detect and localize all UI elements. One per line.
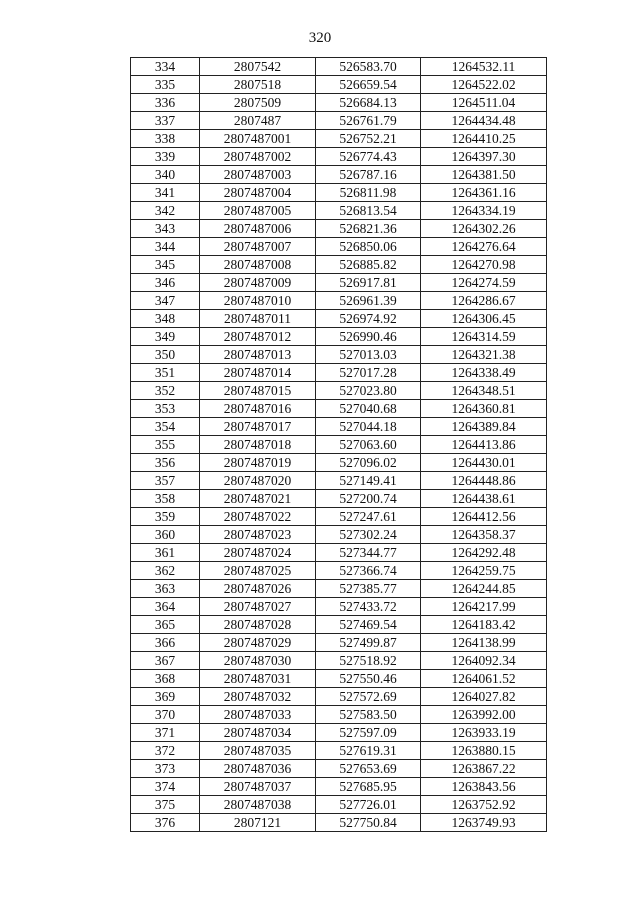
point-code-cell: 2807487027 [200, 598, 316, 616]
x-coordinate-cell: 526752.21 [316, 130, 421, 148]
x-coordinate-cell: 527726.01 [316, 796, 421, 814]
table-row [131, 76, 547, 94]
table-row [131, 454, 547, 472]
point-number-cell: 344 [131, 238, 200, 256]
table-row [131, 616, 547, 634]
x-coordinate-cell: 527597.09 [316, 724, 421, 742]
point-number-cell: 349 [131, 328, 200, 346]
table-row [131, 166, 547, 184]
table-row [131, 274, 547, 292]
table-row [131, 400, 547, 418]
point-code-cell: 2807487013 [200, 346, 316, 364]
coordinates-table [130, 57, 547, 832]
x-coordinate-cell: 527653.69 [316, 760, 421, 778]
y-coordinate-cell: 1263867.22 [421, 760, 547, 778]
y-coordinate-cell: 1264358.37 [421, 526, 547, 544]
y-coordinate-cell: 1264412.56 [421, 508, 547, 526]
y-coordinate-cell: 1264430.01 [421, 454, 547, 472]
y-coordinate-cell: 1263933.19 [421, 724, 547, 742]
point-number-cell: 361 [131, 544, 200, 562]
y-coordinate-cell: 1264522.02 [421, 76, 547, 94]
point-code-cell: 2807487032 [200, 688, 316, 706]
table-row [131, 346, 547, 364]
y-coordinate-cell: 1264434.48 [421, 112, 547, 130]
point-code-cell: 2807487037 [200, 778, 316, 796]
x-coordinate-cell: 526885.82 [316, 256, 421, 274]
table-row [131, 490, 547, 508]
x-coordinate-cell: 527572.69 [316, 688, 421, 706]
y-coordinate-cell: 1263992.00 [421, 706, 547, 724]
point-code-cell: 2807487038 [200, 796, 316, 814]
table-row [131, 526, 547, 544]
point-number-cell: 341 [131, 184, 200, 202]
table-row [131, 112, 547, 130]
point-number-cell: 350 [131, 346, 200, 364]
table-row [131, 724, 547, 742]
table-row [131, 580, 547, 598]
point-code-cell: 2807487035 [200, 742, 316, 760]
point-code-cell: 2807542 [200, 58, 316, 76]
point-number-cell: 334 [131, 58, 200, 76]
point-number-cell: 340 [131, 166, 200, 184]
x-coordinate-cell: 526787.16 [316, 166, 421, 184]
x-coordinate-cell: 527550.46 [316, 670, 421, 688]
y-coordinate-cell: 1264334.19 [421, 202, 547, 220]
table-row [131, 814, 547, 832]
x-coordinate-cell: 527685.95 [316, 778, 421, 796]
y-coordinate-cell: 1264286.67 [421, 292, 547, 310]
y-coordinate-cell: 1264532.11 [421, 58, 547, 76]
y-coordinate-cell: 1264389.84 [421, 418, 547, 436]
point-code-cell: 2807487007 [200, 238, 316, 256]
x-coordinate-cell: 526917.81 [316, 274, 421, 292]
point-number-cell: 352 [131, 382, 200, 400]
x-coordinate-cell: 527044.18 [316, 418, 421, 436]
y-coordinate-cell: 1264338.49 [421, 364, 547, 382]
point-code-cell: 2807487010 [200, 292, 316, 310]
y-coordinate-cell: 1264348.51 [421, 382, 547, 400]
point-code-cell: 2807487034 [200, 724, 316, 742]
point-code-cell: 2807487014 [200, 364, 316, 382]
point-code-cell: 2807487017 [200, 418, 316, 436]
table-row [131, 292, 547, 310]
point-number-cell: 372 [131, 742, 200, 760]
y-coordinate-cell: 1264274.59 [421, 274, 547, 292]
x-coordinate-cell: 527023.80 [316, 382, 421, 400]
x-coordinate-cell: 527385.77 [316, 580, 421, 598]
table-row [131, 472, 547, 490]
x-coordinate-cell: 527302.24 [316, 526, 421, 544]
y-coordinate-cell: 1264183.42 [421, 616, 547, 634]
point-number-cell: 342 [131, 202, 200, 220]
point-number-cell: 364 [131, 598, 200, 616]
point-number-cell: 369 [131, 688, 200, 706]
table-row [131, 418, 547, 436]
y-coordinate-cell: 1264413.86 [421, 436, 547, 454]
y-coordinate-cell: 1264448.86 [421, 472, 547, 490]
table-row [131, 238, 547, 256]
point-number-cell: 370 [131, 706, 200, 724]
point-code-cell: 2807509 [200, 94, 316, 112]
table-row [131, 310, 547, 328]
table-row [131, 328, 547, 346]
point-code-cell: 2807487012 [200, 328, 316, 346]
x-coordinate-cell: 526761.79 [316, 112, 421, 130]
y-coordinate-cell: 1264314.59 [421, 328, 547, 346]
y-coordinate-cell: 1263749.93 [421, 814, 547, 832]
x-coordinate-cell: 527750.84 [316, 814, 421, 832]
table-row [131, 778, 547, 796]
point-number-cell: 374 [131, 778, 200, 796]
table-row [131, 634, 547, 652]
point-code-cell: 2807487021 [200, 490, 316, 508]
point-code-cell: 2807487004 [200, 184, 316, 202]
y-coordinate-cell: 1264361.16 [421, 184, 547, 202]
table-row [131, 382, 547, 400]
x-coordinate-cell: 526583.70 [316, 58, 421, 76]
point-code-cell: 2807487022 [200, 508, 316, 526]
y-coordinate-cell: 1263843.56 [421, 778, 547, 796]
table-row [131, 220, 547, 238]
table-row [131, 706, 547, 724]
point-number-cell: 359 [131, 508, 200, 526]
point-number-cell: 355 [131, 436, 200, 454]
x-coordinate-cell: 526821.36 [316, 220, 421, 238]
point-number-cell: 356 [131, 454, 200, 472]
point-number-cell: 368 [131, 670, 200, 688]
point-code-cell: 2807487033 [200, 706, 316, 724]
point-number-cell: 360 [131, 526, 200, 544]
point-number-cell: 375 [131, 796, 200, 814]
x-coordinate-cell: 527619.31 [316, 742, 421, 760]
point-code-cell: 2807487006 [200, 220, 316, 238]
point-number-cell: 366 [131, 634, 200, 652]
y-coordinate-cell: 1264138.99 [421, 634, 547, 652]
x-coordinate-cell: 526813.54 [316, 202, 421, 220]
table-row [131, 760, 547, 778]
point-number-cell: 347 [131, 292, 200, 310]
y-coordinate-cell: 1264092.34 [421, 652, 547, 670]
table-row [131, 364, 547, 382]
y-coordinate-cell: 1264306.45 [421, 310, 547, 328]
point-code-cell: 2807487029 [200, 634, 316, 652]
table-row [131, 670, 547, 688]
coordinates-table-body [131, 58, 547, 832]
y-coordinate-cell: 1264302.26 [421, 220, 547, 238]
y-coordinate-cell: 1264397.30 [421, 148, 547, 166]
x-coordinate-cell: 526990.46 [316, 328, 421, 346]
point-number-cell: 373 [131, 760, 200, 778]
x-coordinate-cell: 527096.02 [316, 454, 421, 472]
x-coordinate-cell: 527200.74 [316, 490, 421, 508]
table-row [131, 202, 547, 220]
y-coordinate-cell: 1264244.85 [421, 580, 547, 598]
point-number-cell: 358 [131, 490, 200, 508]
y-coordinate-cell: 1264410.25 [421, 130, 547, 148]
point-number-cell: 337 [131, 112, 200, 130]
y-coordinate-cell: 1264511.04 [421, 94, 547, 112]
table-row [131, 184, 547, 202]
point-code-cell: 2807487020 [200, 472, 316, 490]
y-coordinate-cell: 1264217.99 [421, 598, 547, 616]
table-row [131, 508, 547, 526]
point-code-cell: 2807487023 [200, 526, 316, 544]
point-code-cell: 2807487030 [200, 652, 316, 670]
x-coordinate-cell: 526659.54 [316, 76, 421, 94]
table-row [131, 58, 547, 76]
x-coordinate-cell: 527017.28 [316, 364, 421, 382]
point-code-cell: 2807487036 [200, 760, 316, 778]
point-number-cell: 353 [131, 400, 200, 418]
table-row [131, 256, 547, 274]
x-coordinate-cell: 526684.13 [316, 94, 421, 112]
point-number-cell: 376 [131, 814, 200, 832]
point-code-cell: 2807487031 [200, 670, 316, 688]
x-coordinate-cell: 527247.61 [316, 508, 421, 526]
point-code-cell: 2807487008 [200, 256, 316, 274]
point-number-cell: 351 [131, 364, 200, 382]
point-code-cell: 2807487025 [200, 562, 316, 580]
x-coordinate-cell: 526974.92 [316, 310, 421, 328]
table-row [131, 652, 547, 670]
x-coordinate-cell: 527344.77 [316, 544, 421, 562]
y-coordinate-cell: 1264381.50 [421, 166, 547, 184]
x-coordinate-cell: 527583.50 [316, 706, 421, 724]
y-coordinate-cell: 1264270.98 [421, 256, 547, 274]
x-coordinate-cell: 527013.03 [316, 346, 421, 364]
x-coordinate-cell: 526811.98 [316, 184, 421, 202]
x-coordinate-cell: 527433.72 [316, 598, 421, 616]
x-coordinate-cell: 527040.68 [316, 400, 421, 418]
table-row [131, 562, 547, 580]
x-coordinate-cell: 527499.87 [316, 634, 421, 652]
table-row [131, 742, 547, 760]
y-coordinate-cell: 1264027.82 [421, 688, 547, 706]
x-coordinate-cell: 527063.60 [316, 436, 421, 454]
table-row [131, 688, 547, 706]
y-coordinate-cell: 1263880.15 [421, 742, 547, 760]
x-coordinate-cell: 527366.74 [316, 562, 421, 580]
x-coordinate-cell: 527518.92 [316, 652, 421, 670]
point-number-cell: 345 [131, 256, 200, 274]
point-number-cell: 367 [131, 652, 200, 670]
point-code-cell: 2807487 [200, 112, 316, 130]
point-number-cell: 362 [131, 562, 200, 580]
point-number-cell: 336 [131, 94, 200, 112]
point-number-cell: 365 [131, 616, 200, 634]
table-row [131, 94, 547, 112]
x-coordinate-cell: 527469.54 [316, 616, 421, 634]
y-coordinate-cell: 1264360.81 [421, 400, 547, 418]
table-row [131, 130, 547, 148]
x-coordinate-cell: 526774.43 [316, 148, 421, 166]
page-number: 320 [308, 30, 332, 46]
table-row [131, 796, 547, 814]
point-code-cell: 2807487018 [200, 436, 316, 454]
table-row [131, 436, 547, 454]
point-code-cell: 2807487003 [200, 166, 316, 184]
x-coordinate-cell: 527149.41 [316, 472, 421, 490]
y-coordinate-cell: 1264292.48 [421, 544, 547, 562]
y-coordinate-cell: 1263752.92 [421, 796, 547, 814]
x-coordinate-cell: 526961.39 [316, 292, 421, 310]
point-number-cell: 335 [131, 76, 200, 94]
y-coordinate-cell: 1264321.38 [421, 346, 547, 364]
point-code-cell: 2807487024 [200, 544, 316, 562]
y-coordinate-cell: 1264438.61 [421, 490, 547, 508]
point-number-cell: 339 [131, 148, 200, 166]
point-code-cell: 2807487011 [200, 310, 316, 328]
point-code-cell: 2807487019 [200, 454, 316, 472]
point-number-cell: 338 [131, 130, 200, 148]
point-code-cell: 2807487016 [200, 400, 316, 418]
point-number-cell: 346 [131, 274, 200, 292]
point-number-cell: 343 [131, 220, 200, 238]
point-code-cell: 2807487001 [200, 130, 316, 148]
point-number-cell: 357 [131, 472, 200, 490]
table-row [131, 598, 547, 616]
point-code-cell: 2807487005 [200, 202, 316, 220]
point-code-cell: 2807487028 [200, 616, 316, 634]
point-number-cell: 348 [131, 310, 200, 328]
point-number-cell: 354 [131, 418, 200, 436]
point-code-cell: 2807121 [200, 814, 316, 832]
y-coordinate-cell: 1264259.75 [421, 562, 547, 580]
point-code-cell: 2807487002 [200, 148, 316, 166]
y-coordinate-cell: 1264276.64 [421, 238, 547, 256]
point-code-cell: 2807487026 [200, 580, 316, 598]
x-coordinate-cell: 526850.06 [316, 238, 421, 256]
point-number-cell: 371 [131, 724, 200, 742]
point-code-cell: 2807518 [200, 76, 316, 94]
y-coordinate-cell: 1264061.52 [421, 670, 547, 688]
point-code-cell: 2807487009 [200, 274, 316, 292]
table-row [131, 544, 547, 562]
point-number-cell: 363 [131, 580, 200, 598]
point-code-cell: 2807487015 [200, 382, 316, 400]
table-row [131, 148, 547, 166]
